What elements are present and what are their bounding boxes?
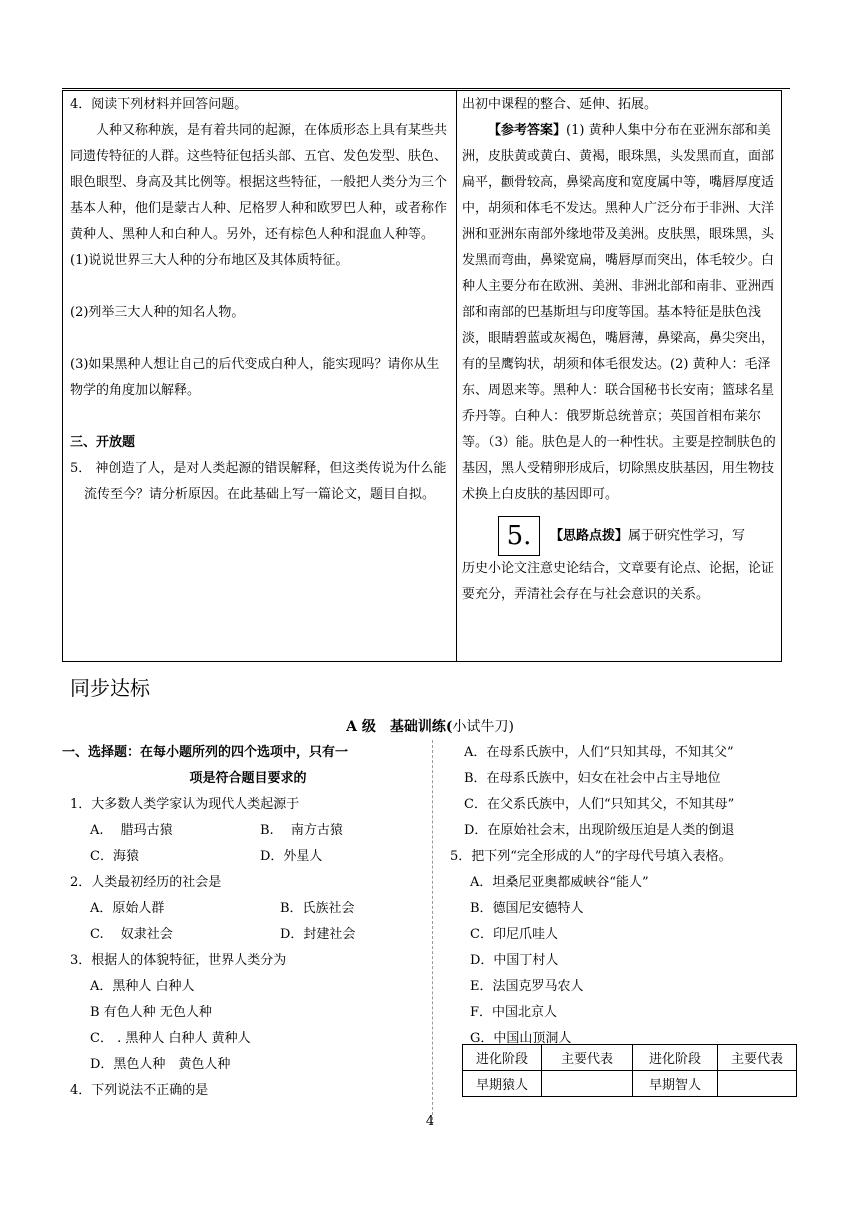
item-e: E．法国克罗马农人 [470, 979, 584, 994]
right-continuation: 出初中课程的整合、延伸、拓展。 [462, 97, 658, 112]
question-1: 1．大多数人类学家认为现代人类起源于 [70, 797, 300, 812]
table-header-cell: 主要代表 [718, 1045, 797, 1071]
question-2-options-2 [62, 922, 434, 948]
option-c: C．在父系氏族中，人们“只知其父，不知其母” [464, 797, 735, 812]
option-b: B. 南方古猿 [260, 823, 343, 838]
reference-answer [462, 118, 780, 508]
option-b: B．氏族社会 [280, 901, 355, 916]
evolution-table [462, 1044, 797, 1097]
question-4-title: 4．阅读下列材料并回答问题。 [70, 97, 248, 112]
section-title: 同步达标 [70, 676, 150, 700]
sub-title-normal: 小试牛刀) [452, 719, 514, 735]
table-row [463, 1071, 797, 1097]
tip-rest: 历史小论文注意史论结合，文章要有论点、论据，论证要充分，弄清社会存在与社会意识的关系。 [462, 561, 775, 602]
question-2: 2．人类最初经历的社会是 [70, 875, 222, 890]
choice-heading-line-2: 项是符合题目要求的 [189, 771, 307, 786]
question-2-options [62, 896, 434, 922]
table-cell: 早期智人 [633, 1071, 718, 1097]
choice-heading-line-1: 一、选择题：在每小题所列的四个选项中，只有一 [62, 745, 349, 760]
question-5: 5． 神创造了人，是对人类起源的错误解释，但这类传说为什么能流传至今？请分析原因。在此基础上写一篇论文，题目自拟。 [70, 461, 447, 502]
question-1-options [62, 818, 434, 844]
item-f: F．中国北京人 [470, 1005, 558, 1020]
box-right-column [462, 92, 780, 608]
table-header-row [463, 1045, 797, 1071]
table-header-cell: 进化阶段 [463, 1045, 542, 1071]
question-4: 4．下列说法不正确的是 [70, 1083, 209, 1098]
tip-first: 属于研究性学习，写 [628, 528, 746, 544]
page-number: 4 [425, 1114, 435, 1129]
answer-label: 【参考答案】 [488, 123, 567, 138]
option-c: C. 奴隶社会 [90, 927, 173, 942]
option-d: D．在原始社会末，出现阶级压迫是人类的倒退 [464, 823, 735, 838]
option-c: C．海猿 [90, 849, 139, 864]
header-rule [62, 88, 790, 89]
option-a: A．黑种人 白种人 [90, 979, 195, 994]
question-3: 3．根据人的体貌特征，世界人类分为 [70, 953, 287, 968]
option-b: B．在母系氏族中，妇女在社会中占主导地位 [464, 771, 721, 786]
option-c: C． . 黑种人 白种人 黄种人 [90, 1031, 251, 1046]
item-d: D．中国丁村人 [470, 953, 559, 968]
option-d: D．封建社会 [280, 927, 356, 942]
sub-title-bold: A 级 基础训练( [346, 719, 453, 735]
choice-questions-left [62, 740, 434, 1104]
table-header-cell: 主要代表 [542, 1045, 633, 1071]
box-divider [456, 90, 457, 662]
item-b: B．德国尼安德特人 [470, 901, 584, 916]
question-5-box: 5. [498, 516, 540, 556]
answer-text: (1) 黄种人集中分布在亚洲东部和美洲，皮肤黄或黄白、黄褐，眼珠黑，头发黑而直，面部扁平，颧骨较高，鼻梁高度和宽度属中等，嘴唇厚度适中，胡须和体毛不发达。黑种人广泛分布于非洲、大洋洲和亚洲东南部外缘地带及美洲。皮肤黑，眼珠黑，头发黑而弯曲，鼻梁宽扁，嘴唇厚而突出，体毛较少。白种人主要分布在欧洲、美洲、非洲北部和南非、亚洲西部和南部的巴基斯坦与印度等国。基本特征是肤色浅淡，眼睛碧蓝或灰褐色，嘴唇薄，鼻梁高，鼻尖突出，有的呈鹰钩状，胡须和体毛很发达。(2) 黄种人：毛泽东、周恩来等。黑种人：联合国秘书长安南；篮球名星乔丹等。白种人：俄罗斯总统普京；英国首相布莱尔等。（3）能。肤色是人的一种性状。主要是控制肤色的基因，黑人受精卵形成后，切除黑皮肤基因，用生物技术换上白皮肤的基因即可。 [462, 123, 776, 502]
question-4-part-3: (3)如果黑种人想让自己的后代变成白种人，能实现吗？请你从生物学的角度加以解释。 [70, 357, 440, 398]
question-1-options-2 [62, 844, 434, 870]
item-a: A．坦桑尼亚奥都威峡谷“能人” [470, 875, 649, 890]
option-a: A. 腊玛古猿 [90, 823, 173, 838]
question-5: 5．把下列“完全形成的人”的字母代号填入表格。 [450, 849, 732, 864]
option-b: B 有色人种 无色人种 [90, 1005, 212, 1020]
table-cell[interactable] [542, 1071, 633, 1097]
item-c: C．印尼爪哇人 [470, 927, 558, 942]
question-4-material: 人种又称种族，是有着共同的起源，在体质形态上具有某些共同遗传特征的人群。这些特征包括头部、五官、发色发型、肤色、眼色眼型、身高及其比例等。根据这些特征，一般把人类分为三个基本人种，他们是蒙古人种、尼格罗人种和欧罗巴人种，或者称作黄种人、黑种人和白种人。另外，还有棕色人种和混血人种等。 [70, 123, 448, 242]
section-3-heading: 三、开放题 [70, 435, 136, 450]
table-cell: 早期猿人 [463, 1071, 542, 1097]
choice-questions-right [450, 740, 800, 1052]
table-header-cell: 进化阶段 [633, 1045, 718, 1071]
box-left-column [70, 92, 450, 508]
tip-line [462, 516, 780, 556]
item-g: G．中国山顶洞人 [470, 1031, 572, 1046]
option-d: D．黑色人种 黄色人种 [90, 1057, 231, 1072]
option-a: A．在母系氏族中，人们“只知其母，不知其父” [464, 745, 734, 760]
tip-label: 【思路点拨】 [550, 528, 629, 544]
table-cell[interactable] [718, 1071, 797, 1097]
question-4-part-2: (2)列举三大人种的知名人物。 [70, 305, 245, 320]
question-4-part-1: (1)说说世界三大人种的分布地区及其体质特征。 [70, 253, 349, 268]
sub-title [0, 716, 860, 736]
option-a: A．原始人群 [90, 901, 165, 916]
option-d: D．外星人 [260, 849, 323, 864]
